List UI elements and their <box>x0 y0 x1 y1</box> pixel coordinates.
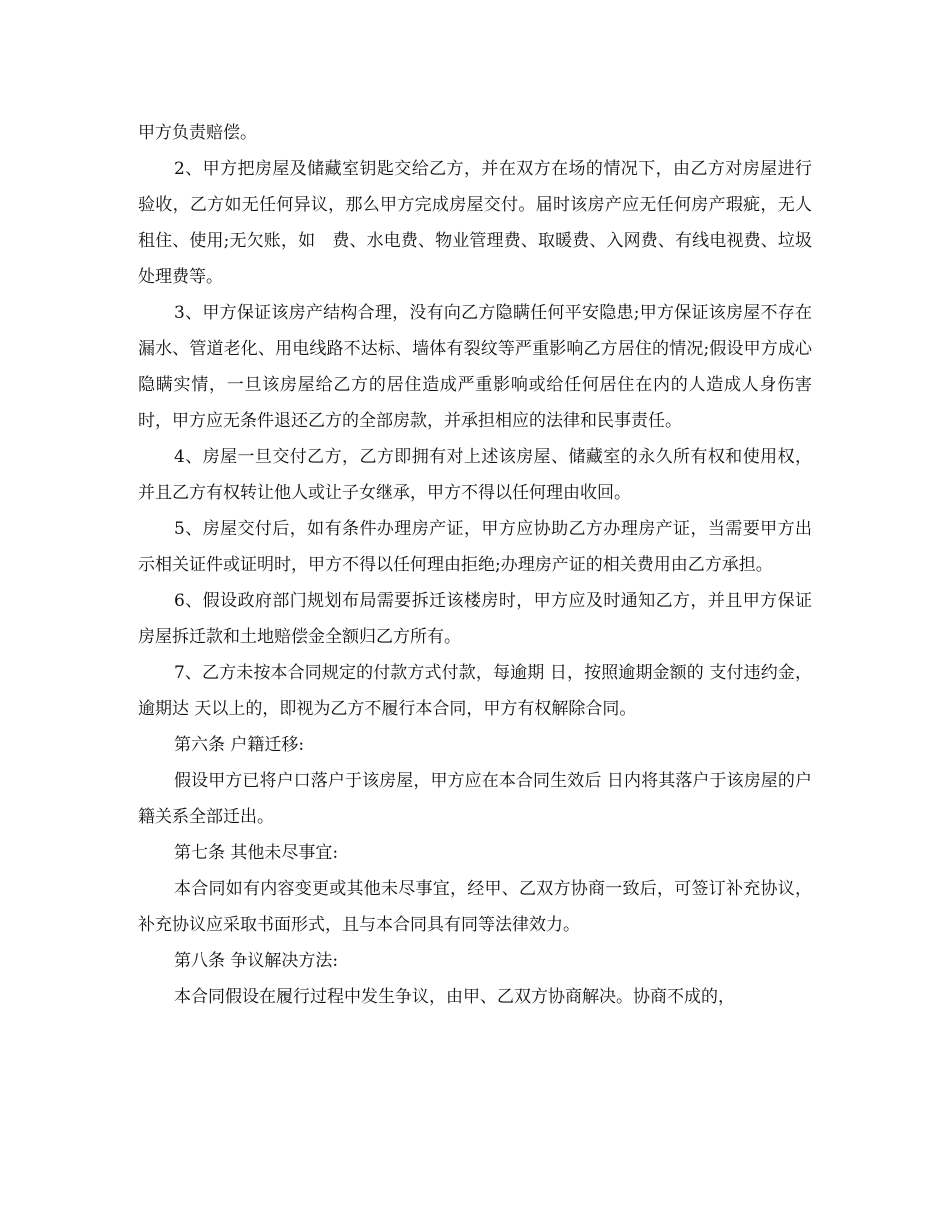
article-6-text: 假设甲方已将户口落户于该房屋，甲方应在本合同生效后 日内将其落户于该房屋的户籍关系全部迁出。 <box>138 771 812 827</box>
article-8-text: 本合同假设在履行过程中发生争议，由甲、乙双方协商解决。协商不成的， <box>174 987 735 1007</box>
article-7-heading: 第七条 其他未尽事宜: <box>174 843 339 863</box>
clause-item-2: 2、甲方把房屋及储藏室钥匙交给乙方，并在双方在场的情况下，由乙方对房屋进行验收，乙方如无任何异议，那么甲方完成房屋交付。届时该房产应无任何房产瑕疵，无人租住、使用;无欠账，如 费、水电费、物业管理费、取暖费、入网费、有线电视费、垃圾处理费等。 <box>138 159 812 287</box>
clause-item-7: 7、乙方未按本合同规定的付款方式付款，每逾期 日，按照逾期金额的 支付违约金，逾期达 天以上的，即视为乙方不履行本合同，甲方有权解除合同。 <box>138 663 812 719</box>
article-6-heading: 第六条 户籍迁移: <box>174 735 305 755</box>
document-body <box>138 115 812 1015</box>
clause-item-4: 4、房屋一旦交付乙方，乙方即拥有对上述该房屋、储藏室的永久所有权和使用权，并且乙方有权转让他人或让子女继承，甲方不得以任何理由收回。 <box>138 447 812 503</box>
article-7-text: 本合同如有内容变更或其他未尽事宜，经甲、乙双方协商一致后，可签订补充协议，补充协议应采取书面形式，且与本合同具有同等法律效力。 <box>138 879 812 935</box>
article-8-heading: 第八条 争议解决方法: <box>174 951 339 971</box>
clause-item-3: 3、甲方保证该房产结构合理，没有向乙方隐瞒任何平安隐患;甲方保证该房屋不存在漏水、管道老化、用电线路不达标、墙体有裂纹等严重影响乙方居住的情况;假设甲方成心隐瞒实情，一旦该房屋给乙方的居住造成严重影响或给任何居住在内的人造成人身伤害时，甲方应无条件退还乙方的全部房款，并承担相应的法律和民事责任。 <box>138 303 812 431</box>
clause-item-6: 6、假设政府部门规划布局需要拆迁该楼房时，甲方应及时通知乙方，并且甲方保证房屋拆迁款和土地赔偿金全额归乙方所有。 <box>138 591 812 647</box>
clause-item-5: 5、房屋交付后，如有条件办理房产证，甲方应协助乙方办理房产证，当需要甲方出示相关证件或证明时，甲方不得以任何理由拒绝;办理房产证的相关费用由乙方承担。 <box>138 519 812 575</box>
paragraph-continued: 甲方负责赔偿。 <box>138 123 257 143</box>
